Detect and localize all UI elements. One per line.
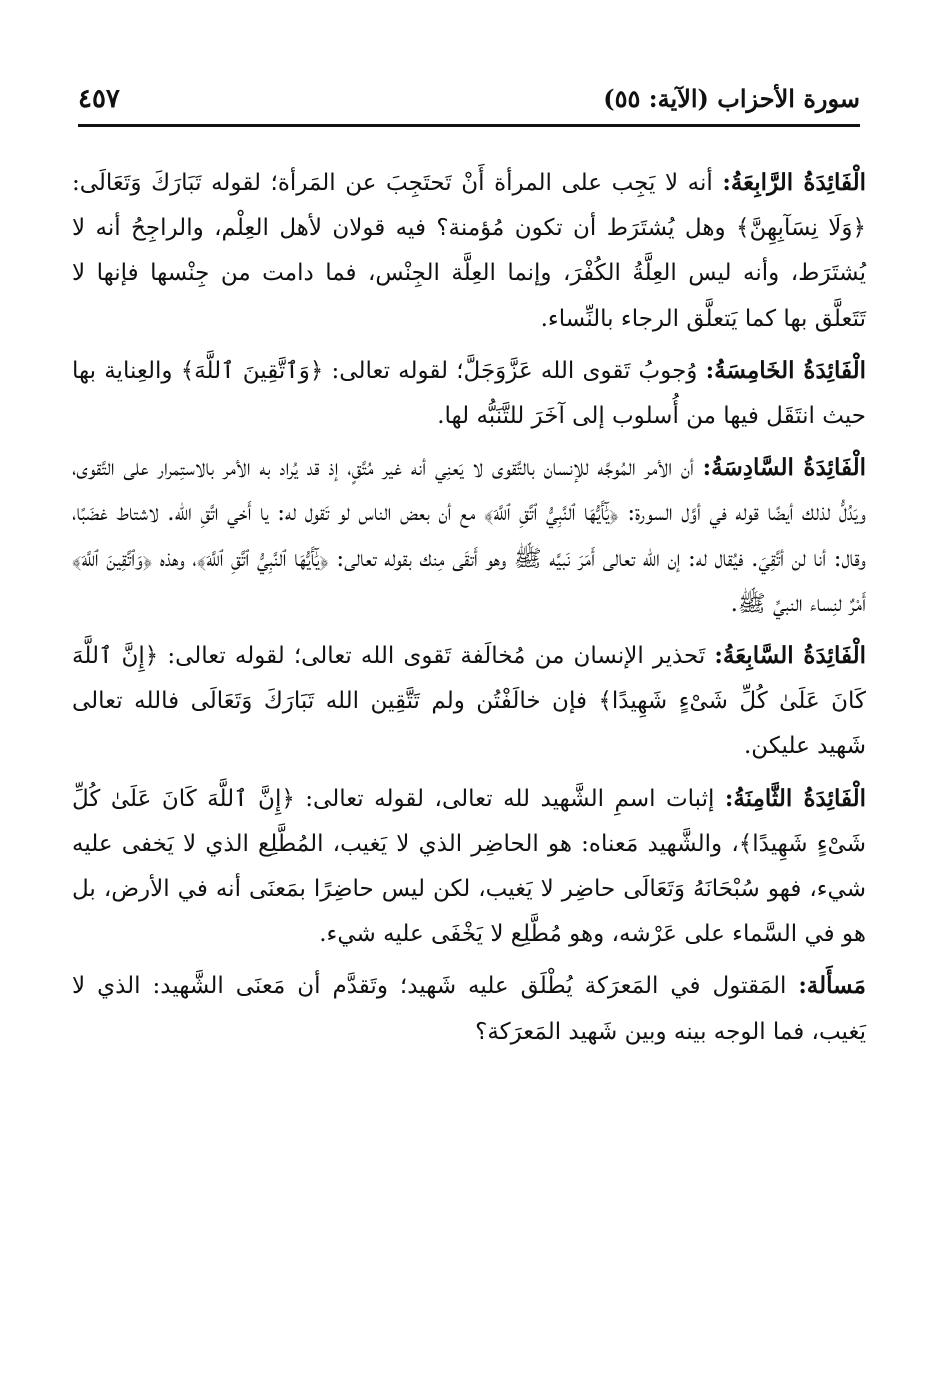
paragraph-benefit-6 [72, 445, 866, 627]
paragraph-benefit-4 [72, 160, 866, 342]
paragraph-heading: الْفَائِدَةُ الرَّابِعَةُ: [722, 169, 866, 196]
paragraph-text: أن الأمر المُوجَّه للإنسان بالتَّقوى لا يَعنِي أنه غير مُتَّقٍ، إذ قد يُراد به الأمر بالاستِمرار على التَّقوى، ويَدُلُّ لذلك أيضًا قوله في أوَّل السورة: ﴿يَٰٓأَيُّهَا ٱلنَّبِيُّ ٱتَّقِ ٱللَّهَ﴾ مع أن بعض الناس لو تَقول له: يا أَخي اتَّقِ الله. لاشتاط غضَبًا، وقال: أنا لن أتَّقِيَ. فيُقال له: إن الله تعالى أَمَرَ نَبيَّه ﷺ وهو أَتقَى مِنك بقوله تعالى: ﴿يَٰٓأَيُّهَا ٱلنَّبِيُّ ٱتَّقِ ٱللَّهَ﴾، وهذه ﴿وَٱتَّقِينَ ٱللَّهَ﴾ أَمْرٌ لنِساء النبيِّ ﷺ. [72, 455, 866, 617]
paragraph-text: إثبات اسمِ الشَّهيد لله تعالى، لقوله تعالى: ﴿إِنَّ ٱللَّهَ كَانَ عَلَىٰ كُلِّ شَىْءٍ شَهِيدًا﴾، والشَّهيد مَعناه: هو الحاضِر الذي لا يَغيب، المُطَّلِع الذي لا يَخفى عليه شيء، فهو سُبْحَانَهُ وَتَعَالَى حاضِر لا يَغيب، لكن ليس حاضِرًا بمَعنَى أنه في الأرض، بل هو في السَّماء على عَرْشه، وهو مُطَّلِع لا يَخْفَى عليه شيء. [72, 785, 866, 948]
paragraph-heading: الْفَائِدَةُ السَّادِسَةُ: [702, 454, 866, 482]
paragraph-benefit-8 [72, 776, 866, 958]
paragraph-heading: الْفَائِدَةُ الخَامِسَةُ: [705, 356, 866, 384]
page-body [72, 160, 866, 1057]
paragraph-text: المَقتول في المَعرَكة يُطْلَق عليه شَهيد؛ وتَقدَّم أن مَعنَى الشَّهيد: الذي لا يَغيب، فما الوجه بينه وبين شَهيد المَعرَكة؟ [72, 973, 866, 1045]
page-number: ٤٥٧ [78, 84, 120, 114]
paragraph-question [72, 963, 866, 1054]
paragraph-benefit-5 [72, 348, 866, 439]
surah-title: سورة الأحزاب (الآية: ٥٥) [603, 84, 860, 113]
paragraph-text: تَحذير الإنسان من مُخالَفة تَقوى الله تعالى؛ لقوله تعالى: ﴿إِنَّ ٱللَّهَ كَانَ عَلَىٰ كُلِّ شَىْءٍ شَهِيدًا﴾ فإن خالَفْتُن ولم تَتَّقِين الله تَبَارَكَ وَتَعَالَى فالله تعالى شَهيد عليكن. [72, 643, 866, 760]
page-header [78, 84, 860, 127]
paragraph-heading: الْفَائِدَةُ الثَّامِنَةُ: [724, 784, 867, 812]
paragraph-heading: الْفَائِدَةُ السَّابِعَةُ: [714, 642, 866, 670]
paragraph-benefit-7 [72, 633, 866, 770]
paragraph-heading: مَسأَلة: [798, 972, 866, 1000]
paragraph-text: أنه لا يَجِب على المرأة أَنْ تَحتَجِبَ عن المَرأة؛ لقوله تَبَارَكَ وَتَعَالَى: ﴿وَلَا نِسَآبِهِنَّ﴾ وهل يُشتَرَط أن تكون مُؤمنة؟ فيه قولان لأهل العِلْم، والراجِحُ أنه لا يُشتَرَط، وأنه ليس العِلَّةُ الكُفْرَ، وإنما العِلَّة الجِنْس، فما دامت من جِنْسها فإنها لا تَتَعلَّق بها كما يَتعلَّق الرجاء بالنِّساء. [72, 170, 866, 332]
paragraph-text: وُجوبُ تَقوى الله عَزَّوَجَلَّ؛ لقوله تعالى: ﴿وَٱتَّقِينَ ٱللَّهَ﴾ والعِناية بها حيث انتَقَل فيها من أُسلوب إلى آخَرَ للتَّنَبُّه لها. [72, 357, 866, 430]
